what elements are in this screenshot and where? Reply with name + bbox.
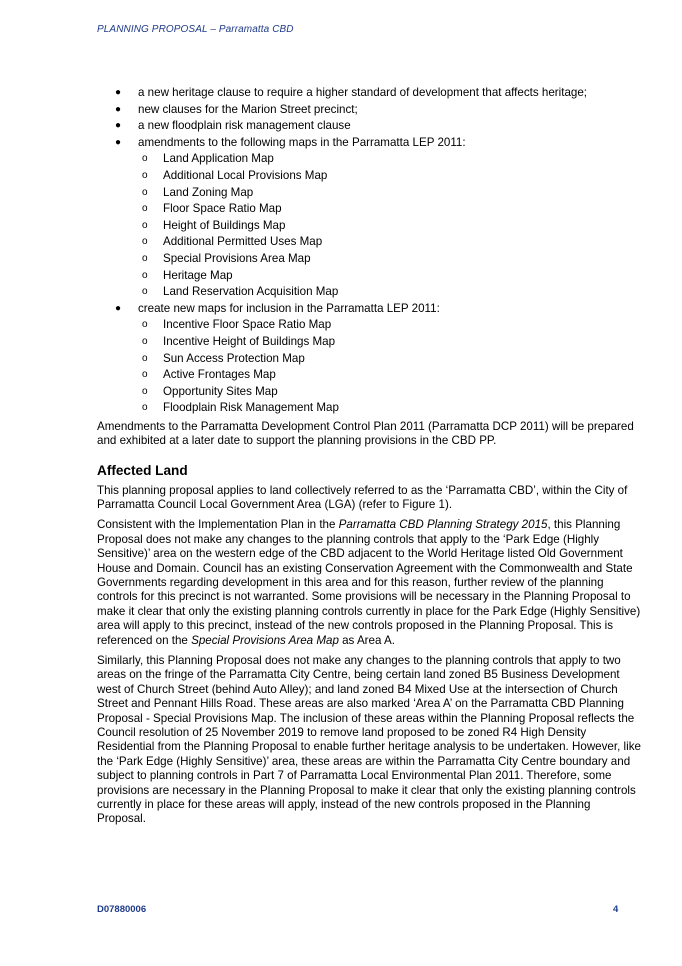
sub-list-item [138, 202, 642, 216]
paragraph-dcp: Amendments to the Parramatta Development Control Plan 2011 (Parramatta DCP 2011) will be prepared and exhibited at a later date to support the planning provisions in the CBD PP. [97, 419, 634, 448]
sub-item-text: Floor Space Ratio Map [163, 202, 282, 216]
italic-title-strategy: Parramatta CBD Planning Strategy 2015 [338, 518, 548, 532]
paragraph-consistent [97, 518, 642, 648]
sub-list-item [138, 285, 642, 299]
sub-list-item [138, 385, 642, 399]
sub-item-text: Active Frontages Map [163, 368, 276, 382]
section-heading-affected-land: Affected Land [97, 462, 188, 478]
bullet-list [97, 86, 642, 416]
bullet-text: new clauses for the Marion Street precinct; [138, 102, 358, 116]
sub-list [138, 152, 642, 299]
bullet-text: a new heritage clause to require a higher standard of development that affects heritage; [138, 86, 588, 99]
bullet-dot-icon: ● [115, 136, 122, 148]
bullet-text: a new floodplain risk management clause [138, 119, 351, 133]
bullet-dot-icon: ● [115, 302, 122, 314]
sub-list-item [138, 368, 642, 382]
sub-item-text: Incentive Height of Buildings Map [163, 334, 336, 348]
circle-bullet-icon: o [142, 252, 148, 264]
sub-item-text: Sun Access Protection Map [163, 351, 305, 365]
sub-item-text: Incentive Floor Space Ratio Map [163, 318, 332, 332]
bullet-item [97, 119, 642, 133]
sub-item-text: Opportunity Sites Map [163, 384, 278, 398]
circle-bullet-icon: o [142, 219, 148, 231]
bullet-item [97, 86, 642, 100]
sub-list-item [138, 401, 642, 415]
text-run: , this Planning Proposal does not make any changes to the planning controls that apply to the ‘Park Edge (Highly Sensitive)’ area on the western edge of the CBD adjacent to the World Heritage listed Old Government House and Domain. Council has an existing Conservation Agreement with the Commonwealth and State Governments regarding development in this area and for this reason, further review of the planning controls for this precinct is not warranted. Some provisions will be necessary in the Planning Proposal to make it clear that only the existing planning controls currently in place for the Park Edge (Highly Sensitive) area will apply to this precinct, instead of the new controls proposed in the Planning Proposal. This is referenced on the [97, 518, 641, 647]
paragraph-affected-land: This planning proposal applies to land collectively referred to as the ‘Parramatta CBD’, within the City of Parramatta Council Local Government Area (LGA) (refer to Figure 1). [97, 483, 628, 511]
bullet-item [97, 136, 642, 300]
sub-list-item [138, 318, 642, 332]
circle-bullet-icon: o [142, 236, 148, 248]
sub-list-item [138, 169, 642, 183]
circle-bullet-icon: o [142, 186, 148, 198]
sub-item-text: Additional Permitted Uses Map [163, 235, 323, 249]
text-run: Consistent with the Implementation Plan in the [97, 518, 339, 532]
sub-list-item [138, 235, 642, 249]
bullet-item [97, 302, 642, 416]
document-body [97, 86, 642, 833]
bullet-dot-icon: ● [115, 103, 122, 115]
sub-item-text: Height of Buildings Map [163, 218, 286, 232]
footer-document-id: D07880006 [97, 904, 147, 915]
sub-item-text: Floodplain Risk Management Map [163, 401, 339, 415]
bullet-item [97, 103, 642, 117]
sub-list-item [138, 252, 642, 266]
sub-list-item [138, 352, 642, 366]
circle-bullet-icon: o [142, 203, 148, 215]
paragraph-similarly: Similarly, this Planning Proposal does not make any changes to the planning controls that apply to two areas on the fringe of the Parramatta City Centre, being certain land zoned B5 Business Development west of Church Street (behind Auto Alley); and land zoned B4 Mixed Use at the intersection of Church Street and Pennant Hills Road. These areas are also marked ‘Area A’ on the Parramatta CBD Planning Proposal - Special Provisions Map. The inclusion of these areas within the Planning Proposal reflects the Council resolution of 25 November 2019 to remove land proposed to be zoned R4 High Density Residential from the Planning Proposal to enable further heritage analysis to be undertaken. However, like the ‘Park Edge (Highly Sensitive)’ area, these areas are within the Parramatta City Centre boundary and subject to planning controls in Part 7 of Parramatta Local Environmental Plan 2011. Therefore, some provisions are necessary in the Planning Proposal to make it clear that only the existing planning controls currently in place for these areas will apply, instead of the new controls proposed in the Planning Proposal. [97, 653, 641, 826]
bullet-text: create new maps for inclusion in the Parramatta LEP 2011: [138, 301, 440, 315]
circle-bullet-icon: o [142, 352, 148, 364]
sub-item-text: Special Provisions Area Map [163, 251, 311, 265]
sub-list-item [138, 152, 642, 166]
circle-bullet-icon: o [142, 369, 148, 381]
sub-list-item [138, 269, 642, 283]
sub-item-text: Land Reservation Acquisition Map [163, 285, 339, 299]
bullet-dot-icon: ● [115, 120, 122, 132]
sub-item-text: Land Zoning Map [163, 185, 254, 199]
sub-item-text: Additional Local Provisions Map [163, 168, 328, 182]
bullet-dot-icon: ● [115, 87, 122, 98]
running-header: PLANNING PROPOSAL – Parramatta CBD [97, 24, 294, 35]
circle-bullet-icon: o [142, 402, 148, 414]
circle-bullet-icon: o [142, 169, 148, 181]
text-run: as Area A. [338, 633, 395, 647]
circle-bullet-icon: o [142, 269, 148, 281]
sub-list-item [138, 186, 642, 200]
sub-list-item [138, 335, 642, 349]
italic-title-map: Special Provisions Area Map [191, 633, 339, 647]
sub-list [138, 318, 642, 415]
sub-item-text: Land Application Map [163, 152, 274, 166]
sub-item-text: Heritage Map [163, 268, 233, 282]
bullet-text: amendments to the following maps in the Parramatta LEP 2011: [138, 135, 466, 149]
circle-bullet-icon: o [142, 319, 148, 331]
circle-bullet-icon: o [142, 153, 148, 165]
circle-bullet-icon: o [142, 385, 148, 397]
footer-page-number: 4 [613, 904, 619, 915]
circle-bullet-icon: o [142, 286, 148, 298]
sub-list-item [138, 219, 642, 233]
circle-bullet-icon: o [142, 335, 148, 347]
